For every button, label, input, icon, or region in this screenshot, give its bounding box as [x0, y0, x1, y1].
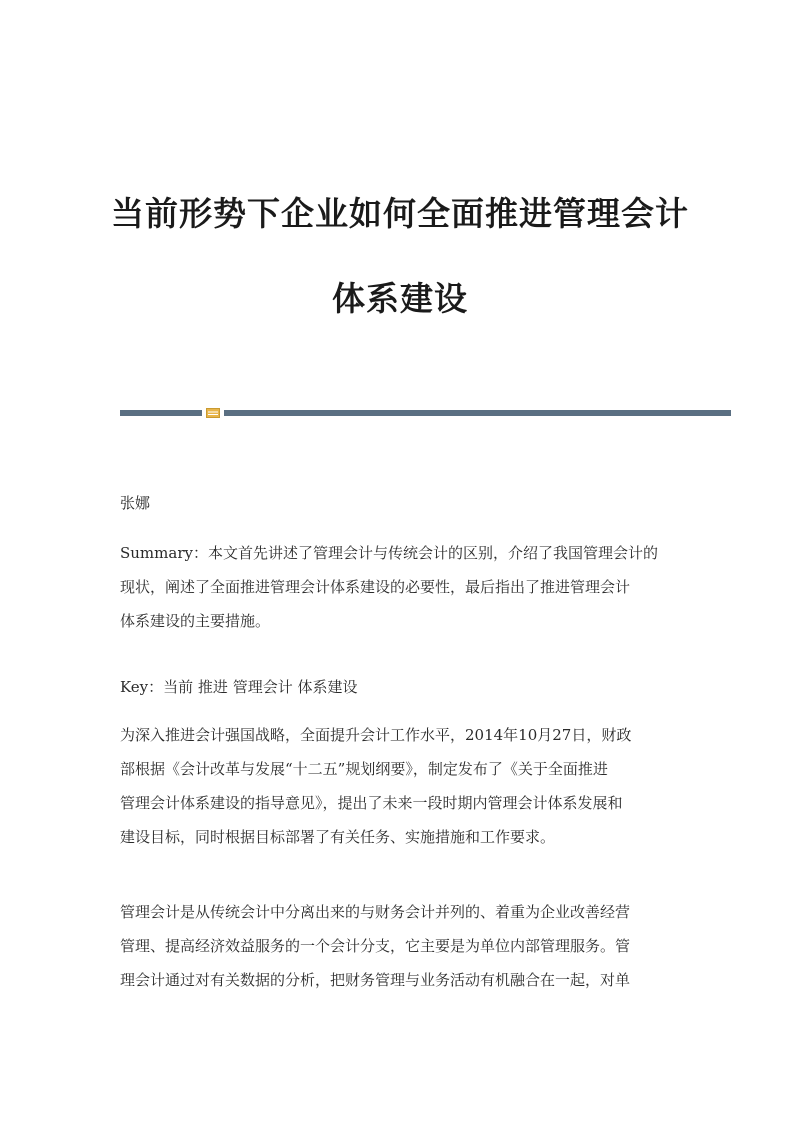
summary-line: 体系建设的主要措施。 — [120, 612, 271, 630]
paragraph-line: 管理会计是从传统会计中分离出来的与财务会计并列的、着重为企业改善经营 — [120, 903, 631, 921]
paragraph-line: 建设目标，同时根据目标部署了有关任务、实施措施和工作要求。 — [120, 828, 556, 846]
paragraph-line: 管理会计体系建设的指导意见》，提出了未来一段时期内管理会计体系发展和 — [120, 794, 623, 812]
divider-left-segment — [120, 410, 202, 416]
keywords-line: Key：当前 推进 管理会计 体系建设 — [120, 678, 358, 696]
document-title-line-1: 当前形势下企业如何全面推进管理会计 — [111, 194, 689, 233]
divider-right-segment — [224, 410, 731, 416]
paragraph-1 — [120, 718, 686, 854]
document-title-line-2: 体系建设 — [332, 279, 468, 318]
divider-ornament-icon — [206, 408, 220, 418]
paragraph-2 — [120, 895, 686, 997]
author-name: 张娜 — [120, 494, 151, 512]
summary-line: Summary：本文首先讲述了管理会计与传统会计的区别，介绍了我国管理会计的 — [120, 544, 658, 562]
title-divider — [120, 408, 731, 417]
summary-block — [120, 536, 686, 638]
summary-line: 现状，阐述了全面推进管理会计体系建设的必要性，最后指出了推进管理会计 — [120, 578, 631, 596]
paragraph-line: 理会计通过对有关数据的分析，把财务管理与业务活动有机融合在一起，对单 — [120, 971, 631, 989]
paragraph-line: 为深入推进会计强国战略，全面提升会计工作水平，2014年10月27日，财政 — [120, 726, 632, 744]
paragraph-line: 管理、提高经济效益服务的一个会计分支，它主要是为单位内部管理服务。管 — [120, 937, 631, 955]
paragraph-line: 部根据《会计改革与发展“十二五”规划纲要》，制定发布了《关于全面推进 — [120, 760, 608, 778]
